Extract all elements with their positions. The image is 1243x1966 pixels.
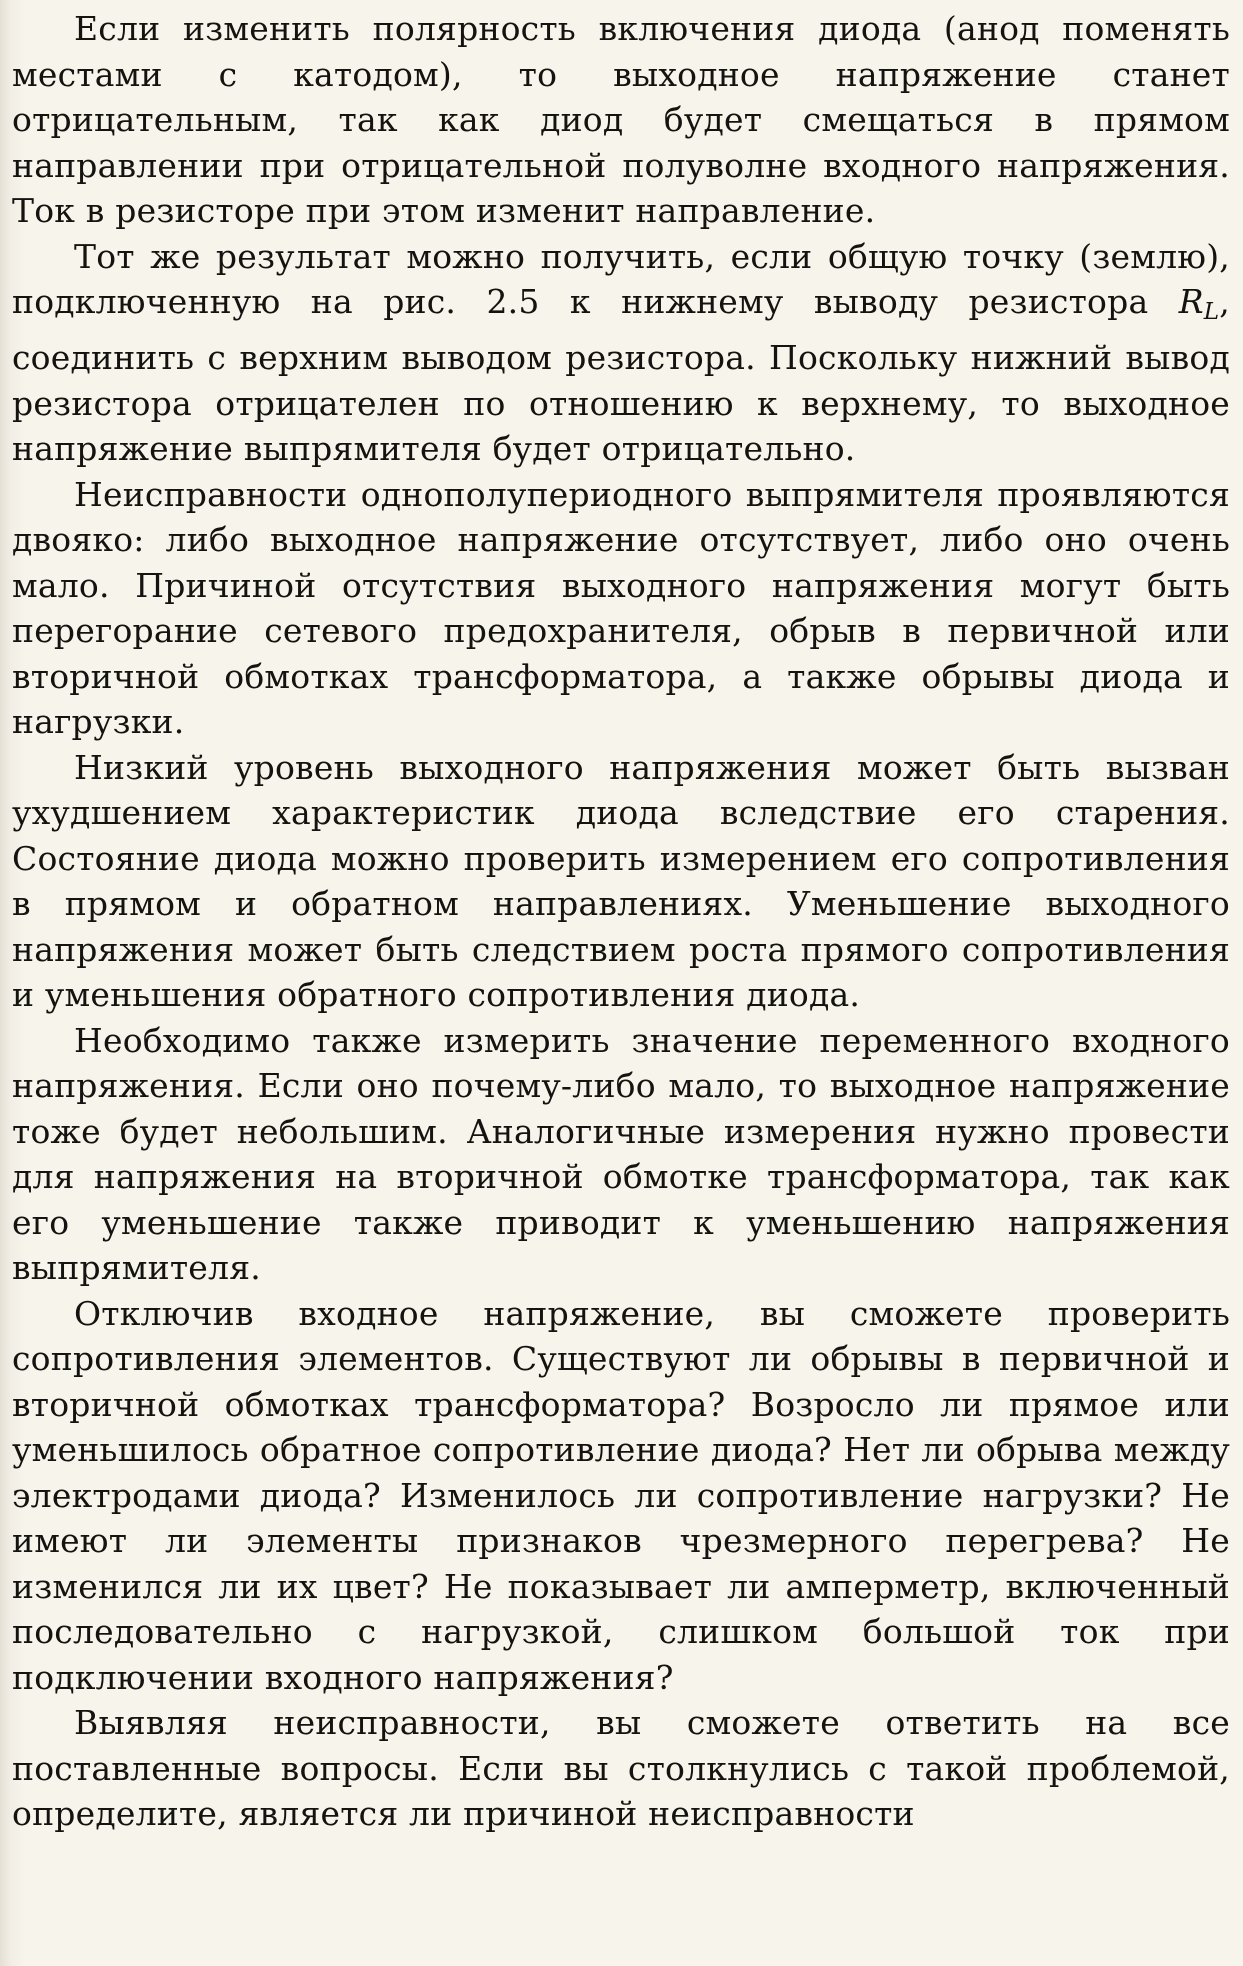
paragraph-ground-point-text-start: Тот же результат можно получить, если общую точку (землю), подключенную на рис. 2.5 к нижнему выводу резистора	[12, 236, 1230, 321]
paragraph-polarity: Если изменить полярность включения диода (анод поменять местами с катодом), то выходное напряжение станет отрицательным, так как диод будет смещаться в прямом направлении при отрицательной полуволне входного напряжения. Ток в резисторе при этом изменит направление.	[12, 9, 1230, 230]
paragraph-ground-point	[12, 234, 1230, 472]
resistor-subscript: L	[1203, 298, 1220, 325]
paragraph-resistance-check: Отключив входное напряжение, вы сможете проверить сопротивления элементов. Существуют ли обрывы в первичной и вторичной обмотках трансформатора? Возросло ли прямое или уменьшилось обратное сопротивление диода? Нет ли обрыва между электродами диода? Изменилось ли сопротивление нагрузки? Не имеют ли элементы признаков чрезмерного перегрева? Не изменился ли их цвет? Не показывает ли амперметр, включенный последовательно с нагрузкой, слишком большой ток при подключении входного напряжения?	[12, 1293, 1230, 1697]
paragraph-ground-point-text-end: , соединить с верхним выводом резистора. Поскольку нижний вывод резистора отрицателен по отношению к верхнему, то выходное напряжение выпрямителя будет отрицательно.	[12, 282, 1230, 469]
paragraph-low-voltage: Низкий уровень выходного напряжения может быть вызван ухудшением характеристик диода вследствие его старения. Состояние диода можно проверить измерением его сопротивления в прямом и обратном направлениях. Уменьшение выходного напряжения может быть следствием роста прямого сопротивления и уменьшения обратного сопротивления диода.	[12, 747, 1230, 1015]
paragraph-input-voltage: Необходимо также измерить значение переменного входного напряжения. Если оно почему-либо мало, то выходное напряжение тоже будет небольшим. Аналогичные измерения нужно провести для напряжения на вторичной обмотке трансформатора, так как его уменьшение также приводит к уменьшению напряжения выпрямителя.	[12, 1020, 1230, 1288]
body-text	[12, 6, 1230, 1837]
paragraph-troubleshooting: Выявляя неисправности, вы сможете ответить на все поставленные вопросы. Если вы столкнулись с такой проблемой, определите, является ли причиной неисправности	[12, 1703, 1230, 1834]
paragraph-faults: Неисправности однополупериодного выпрямителя проявляются двояко: либо выходное напряжение отсутствует, либо оно очень мало. Причиной отсутствия выходного напряжения могут быть перегорание сетевого предохранителя, обрыв в первичной или вторичной обмотках трансформатора, а также обрывы диода и нагрузки.	[12, 474, 1230, 742]
resistor-symbol: R	[1178, 282, 1204, 321]
